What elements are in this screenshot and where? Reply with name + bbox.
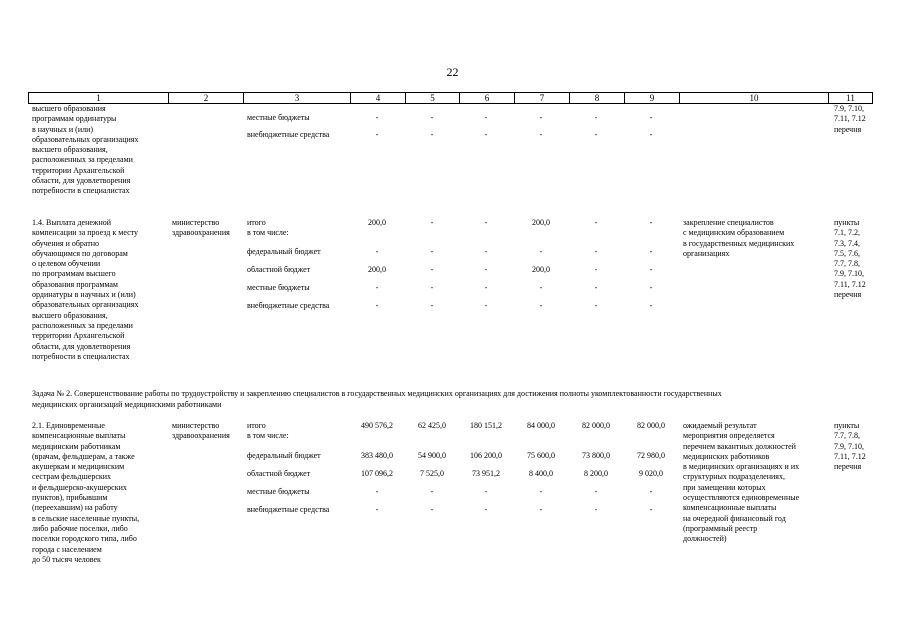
header-col-7: 7 bbox=[514, 93, 569, 103]
block1-source-3: местные бюджеты bbox=[247, 283, 310, 292]
block1-value-4-1: - bbox=[430, 301, 434, 310]
block2-value-1-1: 54 900,0 bbox=[418, 451, 446, 460]
block2-value-1-3: 75 600,0 bbox=[527, 451, 555, 460]
block2-value-4-5: - bbox=[649, 505, 653, 514]
block1-source-1: федеральный бюджет bbox=[247, 247, 321, 256]
block1-value-4-3: - bbox=[539, 301, 543, 310]
block1-value-2-0: 200,0 bbox=[368, 265, 386, 274]
block0-value-1-4: - bbox=[594, 130, 598, 139]
header-col-11: 11 bbox=[828, 93, 873, 103]
block1-value-3-1: - bbox=[430, 283, 434, 292]
header-col-6: 6 bbox=[459, 93, 514, 103]
block2-value-4-4: - bbox=[594, 505, 598, 514]
header-col-8: 8 bbox=[569, 93, 624, 103]
block2-value-2-0: 107 096,2 bbox=[361, 469, 393, 478]
block0-references: 7.9, 7.10, 7.11, 7.12 перечня bbox=[834, 104, 866, 134]
block1-value-3-4: - bbox=[594, 283, 598, 292]
block0-value-1-1: - bbox=[430, 130, 434, 139]
block2-references: пункты 7.7, 7.8, 7.9, 7.10, 7.11, 7.12 перечня bbox=[834, 421, 866, 472]
block2-expected-result: ожидаемый результат мероприятия определяется перечнем вакантных должностей медицинских работников в медицинских организациях и их структурных подразделениях, при замещении которых осуществляются единовременные компенсационные выплаты на очередной финансовый год (программный реестр должностей) bbox=[683, 421, 800, 544]
block0-source-1: внебюджетные средства bbox=[247, 130, 330, 139]
block0-value-1-2: - bbox=[484, 130, 488, 139]
block2-value-4-1: - bbox=[430, 505, 434, 514]
block2-source-1: федеральный бюджет bbox=[247, 451, 321, 460]
block2-value-1-4: 73 800,0 bbox=[582, 451, 610, 460]
block2-source-4: внебюджетные средства bbox=[247, 505, 330, 514]
block1-value-0-3: 200,0 bbox=[532, 218, 550, 227]
block2-value-3-3: - bbox=[539, 487, 543, 496]
header-col-3: 3 bbox=[243, 93, 350, 103]
block2-value-2-3: 8 400,0 bbox=[529, 469, 553, 478]
block2-value-3-5: - bbox=[649, 487, 653, 496]
block1-value-2-5: - bbox=[649, 265, 653, 274]
block1-value-3-2: - bbox=[484, 283, 488, 292]
header-col-1: 1 bbox=[28, 93, 168, 103]
block1-source-0: итого в том числе: bbox=[247, 218, 289, 238]
block2-value-0-3: 84 000,0 bbox=[527, 421, 555, 430]
block0-measure-name: высшего образования программам ординатуры в научных и (или) образовательных организациях высшего образования, расположенных за пределами территории Архангельской области, для удовлетворения потребности в специалистах bbox=[32, 104, 139, 196]
block0-value-0-5: - bbox=[649, 113, 653, 122]
block1-value-0-1: - bbox=[430, 218, 434, 227]
block0-value-1-5: - bbox=[649, 130, 653, 139]
block2-value-2-2: 73 951,2 bbox=[472, 469, 500, 478]
block2-value-2-5: 9 020,0 bbox=[639, 469, 663, 478]
header-col-5: 5 bbox=[405, 93, 459, 103]
block0-value-1-3: - bbox=[539, 130, 543, 139]
block1-value-0-0: 200,0 bbox=[368, 218, 386, 227]
header-col-4: 4 bbox=[350, 93, 405, 103]
block0-value-0-3: - bbox=[539, 113, 543, 122]
block0-value-1-0: - bbox=[375, 130, 379, 139]
block2-value-0-1: 62 425,0 bbox=[418, 421, 446, 430]
block1-references: пункты 7.1, 7.2, 7.3, 7.4, 7.5, 7.6, 7.7, 7.8, 7.9, 7.10, 7.11, 7.12 перечня bbox=[834, 218, 866, 300]
block1-value-0-4: - bbox=[594, 218, 598, 227]
block1-value-0-5: - bbox=[649, 218, 653, 227]
block2-source-0: итого в том числе: bbox=[247, 421, 289, 441]
block1-value-1-4: - bbox=[594, 247, 598, 256]
block2-executor: министерство здравоохранения bbox=[172, 421, 230, 441]
block1-value-2-1: - bbox=[430, 265, 434, 274]
header-col-2: 2 bbox=[168, 93, 243, 103]
block1-value-3-0: - bbox=[375, 283, 379, 292]
block2-value-4-2: - bbox=[484, 505, 488, 514]
block2-value-2-1: 7 525,0 bbox=[420, 469, 444, 478]
block0-value-0-2: - bbox=[484, 113, 488, 122]
task-heading: Задача № 2. Совершенствование работы по трудоустройству и закреплению специалистов в государственных медицинских организациях для достижения полноты укомплектованности государственных медицинских организаций медицинскими работниками bbox=[32, 389, 722, 409]
block2-value-3-2: - bbox=[484, 487, 488, 496]
table-header-row bbox=[28, 92, 873, 104]
block2-value-3-4: - bbox=[594, 487, 598, 496]
block1-value-2-3: 200,0 bbox=[532, 265, 550, 274]
block1-value-4-0: - bbox=[375, 301, 379, 310]
block1-executor: министерство здравоохранения bbox=[172, 218, 230, 238]
block1-source-2: областной бюджет bbox=[247, 265, 311, 274]
block1-value-2-4: - bbox=[594, 265, 598, 274]
block2-value-4-3: - bbox=[539, 505, 543, 514]
block2-value-1-5: 72 980,0 bbox=[637, 451, 665, 460]
block2-value-1-2: 106 200,0 bbox=[470, 451, 502, 460]
block2-value-0-2: 180 151,2 bbox=[470, 421, 502, 430]
block0-value-0-1: - bbox=[430, 113, 434, 122]
block2-value-1-0: 383 480,0 bbox=[361, 451, 393, 460]
block2-value-2-4: 8 200,0 bbox=[584, 469, 608, 478]
block1-value-0-2: - bbox=[484, 218, 488, 227]
block1-value-4-4: - bbox=[594, 301, 598, 310]
block1-value-1-0: - bbox=[375, 247, 379, 256]
block1-value-1-2: - bbox=[484, 247, 488, 256]
block1-value-1-3: - bbox=[539, 247, 543, 256]
block2-measure-name: 2.1. Единовременные компенсационные выплаты медицинским работникам (врачам, фельдшерам, а также акушеркам и медицинским сестрам фельдшерских и фельдшерско-акушерских пунктов), прибывшим (переехавшим) на работу в сельские населенные пункты, либо рабочие поселки, либо поселки городского типа, либо города с населением до 50 тысяч человек bbox=[32, 421, 140, 564]
header-col-9: 9 bbox=[624, 93, 679, 103]
block1-expected-result: закрепление специалистов с медицинским образованием в государственных медицинских организациях bbox=[683, 218, 795, 258]
block1-value-4-5: - bbox=[649, 301, 653, 310]
header-col-10: 10 bbox=[679, 93, 828, 103]
block2-value-3-1: - bbox=[430, 487, 434, 496]
block1-measure-name: 1.4. Выплата денежной компенсации за проезд к месту обучения и обратно обучающимся по договорам о целевом обучении по программам высшего образования программам ординатуры в научных и (или) образовательных организациях высшего образования, расположенных за пределами территории Архангельской области, для удовлетворения потребности в специалистах bbox=[32, 218, 139, 361]
block2-source-2: областной бюджет bbox=[247, 469, 311, 478]
block1-value-3-5: - bbox=[649, 283, 653, 292]
block0-value-0-4: - bbox=[594, 113, 598, 122]
block2-value-0-0: 490 576,2 bbox=[361, 421, 393, 430]
block1-value-2-2: - bbox=[484, 265, 488, 274]
block2-value-4-0: - bbox=[375, 505, 379, 514]
block2-source-3: местные бюджеты bbox=[247, 487, 310, 496]
block1-value-1-1: - bbox=[430, 247, 434, 256]
block1-value-3-3: - bbox=[539, 283, 543, 292]
block2-value-3-0: - bbox=[375, 487, 379, 496]
block1-value-1-5: - bbox=[649, 247, 653, 256]
block2-value-0-5: 82 000,0 bbox=[637, 421, 665, 430]
page-number: 22 bbox=[446, 65, 459, 79]
block1-source-4: внебюджетные средства bbox=[247, 301, 330, 310]
block1-value-4-2: - bbox=[484, 301, 488, 310]
block0-value-0-0: - bbox=[375, 113, 379, 122]
block0-source-0: местные бюджеты bbox=[247, 113, 310, 122]
block2-value-0-4: 82 000,0 bbox=[582, 421, 610, 430]
